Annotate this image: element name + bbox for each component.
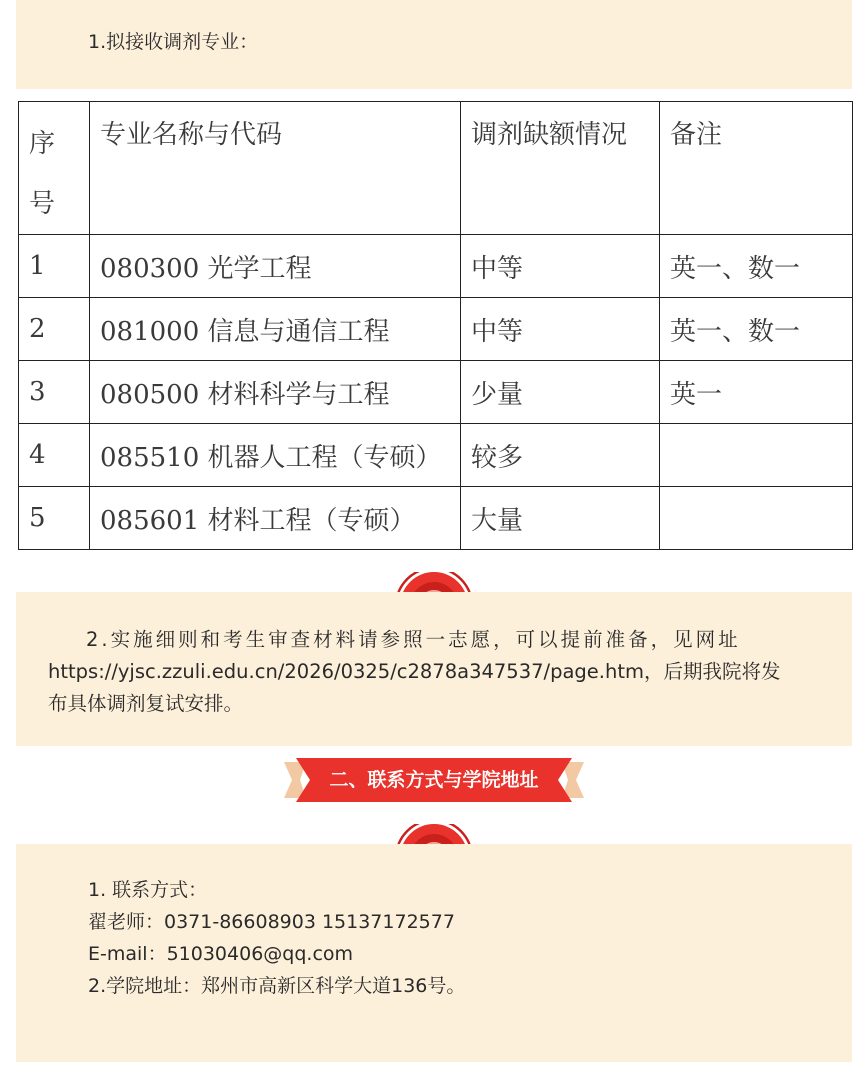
row-shortage: 少量 xyxy=(461,361,660,424)
row-shortage: 中等 xyxy=(461,235,660,298)
row-note xyxy=(660,487,853,550)
row-major: 080300 光学工程 xyxy=(90,235,461,298)
section2-line2: https://yjsc.zzuli.edu.cn/2026/0325/c2878a347537/page.htm，后期我院将发 xyxy=(48,660,781,683)
contact-teacher: 翟老师：0371-86608903 15137172577 xyxy=(88,911,455,933)
header-seq xyxy=(19,102,90,235)
contact-address: 2.学院地址：郑州市高新区科学大道136号。 xyxy=(88,975,466,997)
row-no: 1 xyxy=(19,235,90,298)
banner-title: 二、联系方式与学院地址 xyxy=(329,769,539,791)
row-shortage: 大量 xyxy=(461,487,660,550)
row-major: 081000 信息与通信工程 xyxy=(90,298,461,361)
row-shortage: 中等 xyxy=(461,298,660,361)
contact-heading: 1. 联系方式： xyxy=(88,879,208,901)
row-note: 英一 xyxy=(660,361,853,424)
row-note: 英一、数一 xyxy=(660,298,853,361)
row-note xyxy=(660,424,853,487)
row-major: 085601 材料工程（专硕） xyxy=(90,487,461,550)
row-no: 2 xyxy=(19,298,90,361)
row-major: 080500 材料科学与工程 xyxy=(90,361,461,424)
row-no: 4 xyxy=(19,424,90,487)
table-row xyxy=(19,424,853,487)
row-major: 085510 机器人工程（专硕） xyxy=(90,424,461,487)
section2-line3: 布具体调剂复试安排。 xyxy=(48,692,244,715)
header-shortage: 调剂缺额情况 xyxy=(461,102,660,235)
table-row xyxy=(19,487,853,550)
header-note: 备注 xyxy=(660,102,853,235)
row-no: 3 xyxy=(19,361,90,424)
major-table xyxy=(18,101,853,550)
table-row xyxy=(19,235,853,298)
contact-email: E-mail：51030406@qq.com xyxy=(88,943,354,965)
table-row xyxy=(19,361,853,424)
section-banner xyxy=(284,758,584,802)
header-major: 专业名称与代码 xyxy=(90,102,461,235)
row-no: 5 xyxy=(19,487,90,550)
header-seq-bottom: 号 xyxy=(29,189,56,219)
header-seq-top: 序 xyxy=(29,129,56,159)
section2-line1: 2.实施细则和考生审查材料请参照一志愿，可以提前准备，见网址 xyxy=(86,628,741,651)
table-row xyxy=(19,298,853,361)
row-note: 英一、数一 xyxy=(660,235,853,298)
section2-paragraph xyxy=(48,624,824,720)
table-header-row xyxy=(19,102,853,235)
row-shortage: 较多 xyxy=(461,424,660,487)
section1-heading: 1.拟接收调剂专业： xyxy=(88,31,259,53)
